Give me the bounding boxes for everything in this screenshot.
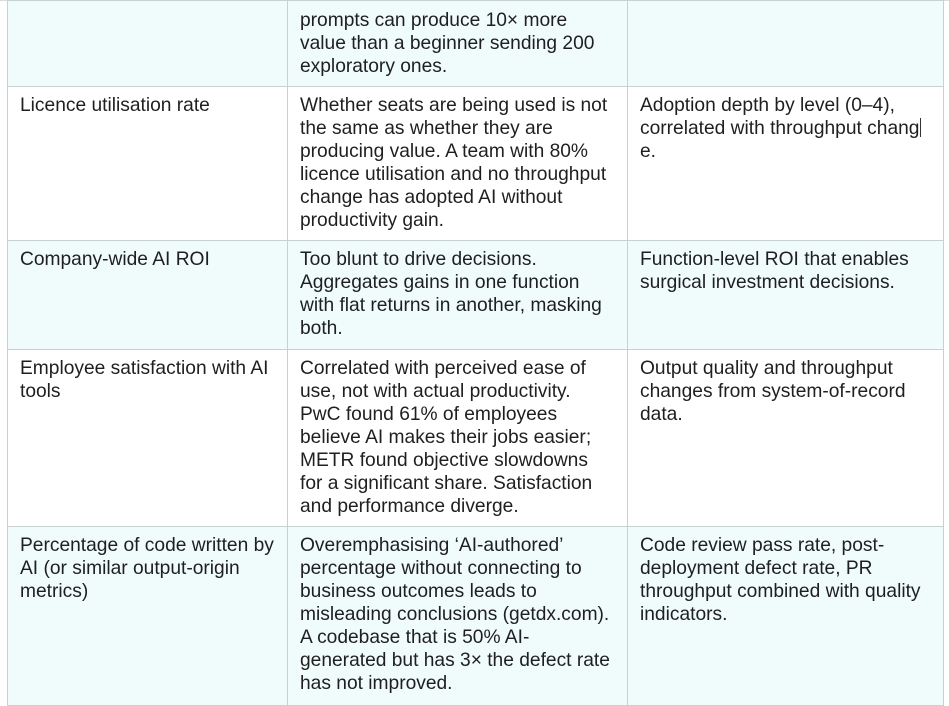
alternative-text: Output quality and throughput changes from system-of-record data. (640, 358, 906, 425)
problem-text: Too blunt to drive decisions. Aggregates gains in one function with flat returns in another, masking both. (300, 249, 602, 339)
alternative-cell[interactable] (628, 241, 944, 350)
alternative-text-end: e. (640, 141, 657, 162)
metric-cell[interactable] (8, 1, 288, 87)
alternative-cell[interactable] (628, 527, 944, 706)
metric-cell[interactable] (8, 241, 288, 350)
alternative-text-start: Adoption depth by level (0–4), correlated with throughput chang (640, 95, 920, 139)
problem-text: Whether seats are being used is not the same as whether they are producing value. A team with 80% licence utilisation and no throughput change has adopted AI without productivity gain. (300, 95, 608, 231)
metric-cell[interactable] (8, 350, 288, 527)
problem-cell[interactable] (288, 527, 628, 706)
metric-cell[interactable] (8, 527, 288, 706)
alternative-text: Function-level ROI that enables surgical investment decisions. (640, 249, 909, 293)
metric-text: Percentage of code written by AI (or similar output-origin metrics) (20, 535, 274, 602)
table-row (8, 350, 944, 527)
text-cursor (920, 118, 921, 137)
metrics-table (7, 0, 944, 706)
metric-text: Licence utilisation rate (20, 95, 210, 116)
metric-text: Company-wide AI ROI (20, 249, 210, 270)
alternative-cell[interactable] (628, 87, 944, 241)
table-row (8, 241, 944, 350)
problem-text: prompts can produce 10× more value than a beginner sending 200 exploratory ones. (300, 10, 595, 77)
table-row (8, 527, 944, 706)
problem-cell[interactable] (288, 1, 628, 87)
problem-text: Correlated with perceived ease of use, not with actual productivity. PwC found 61% of employees believe AI makes their jobs easier; METR found objective slowdowns for a significant share. Satisfaction and performance diverge. (300, 358, 593, 517)
metric-cell[interactable] (8, 87, 288, 241)
problem-text: Overemphasising ‘AI-authored’ percentage without connecting to business outcomes leads to misleading conclusions (getdx.com). A codebase that is 50% AI-generated but has 3× the defect rate has not improved. (300, 535, 610, 694)
alternative-cell[interactable] (628, 1, 944, 87)
problem-cell[interactable] (288, 350, 628, 527)
metric-text: Employee satisfaction with AI tools (20, 358, 269, 402)
problem-cell[interactable] (288, 241, 628, 350)
alternative-cell[interactable] (628, 350, 944, 527)
table-row (8, 1, 944, 87)
problem-cell[interactable] (288, 87, 628, 241)
alternative-text: Code review pass rate, post-deployment defect rate, PR throughput combined with quality indicators. (640, 535, 921, 625)
table-row (8, 87, 944, 241)
